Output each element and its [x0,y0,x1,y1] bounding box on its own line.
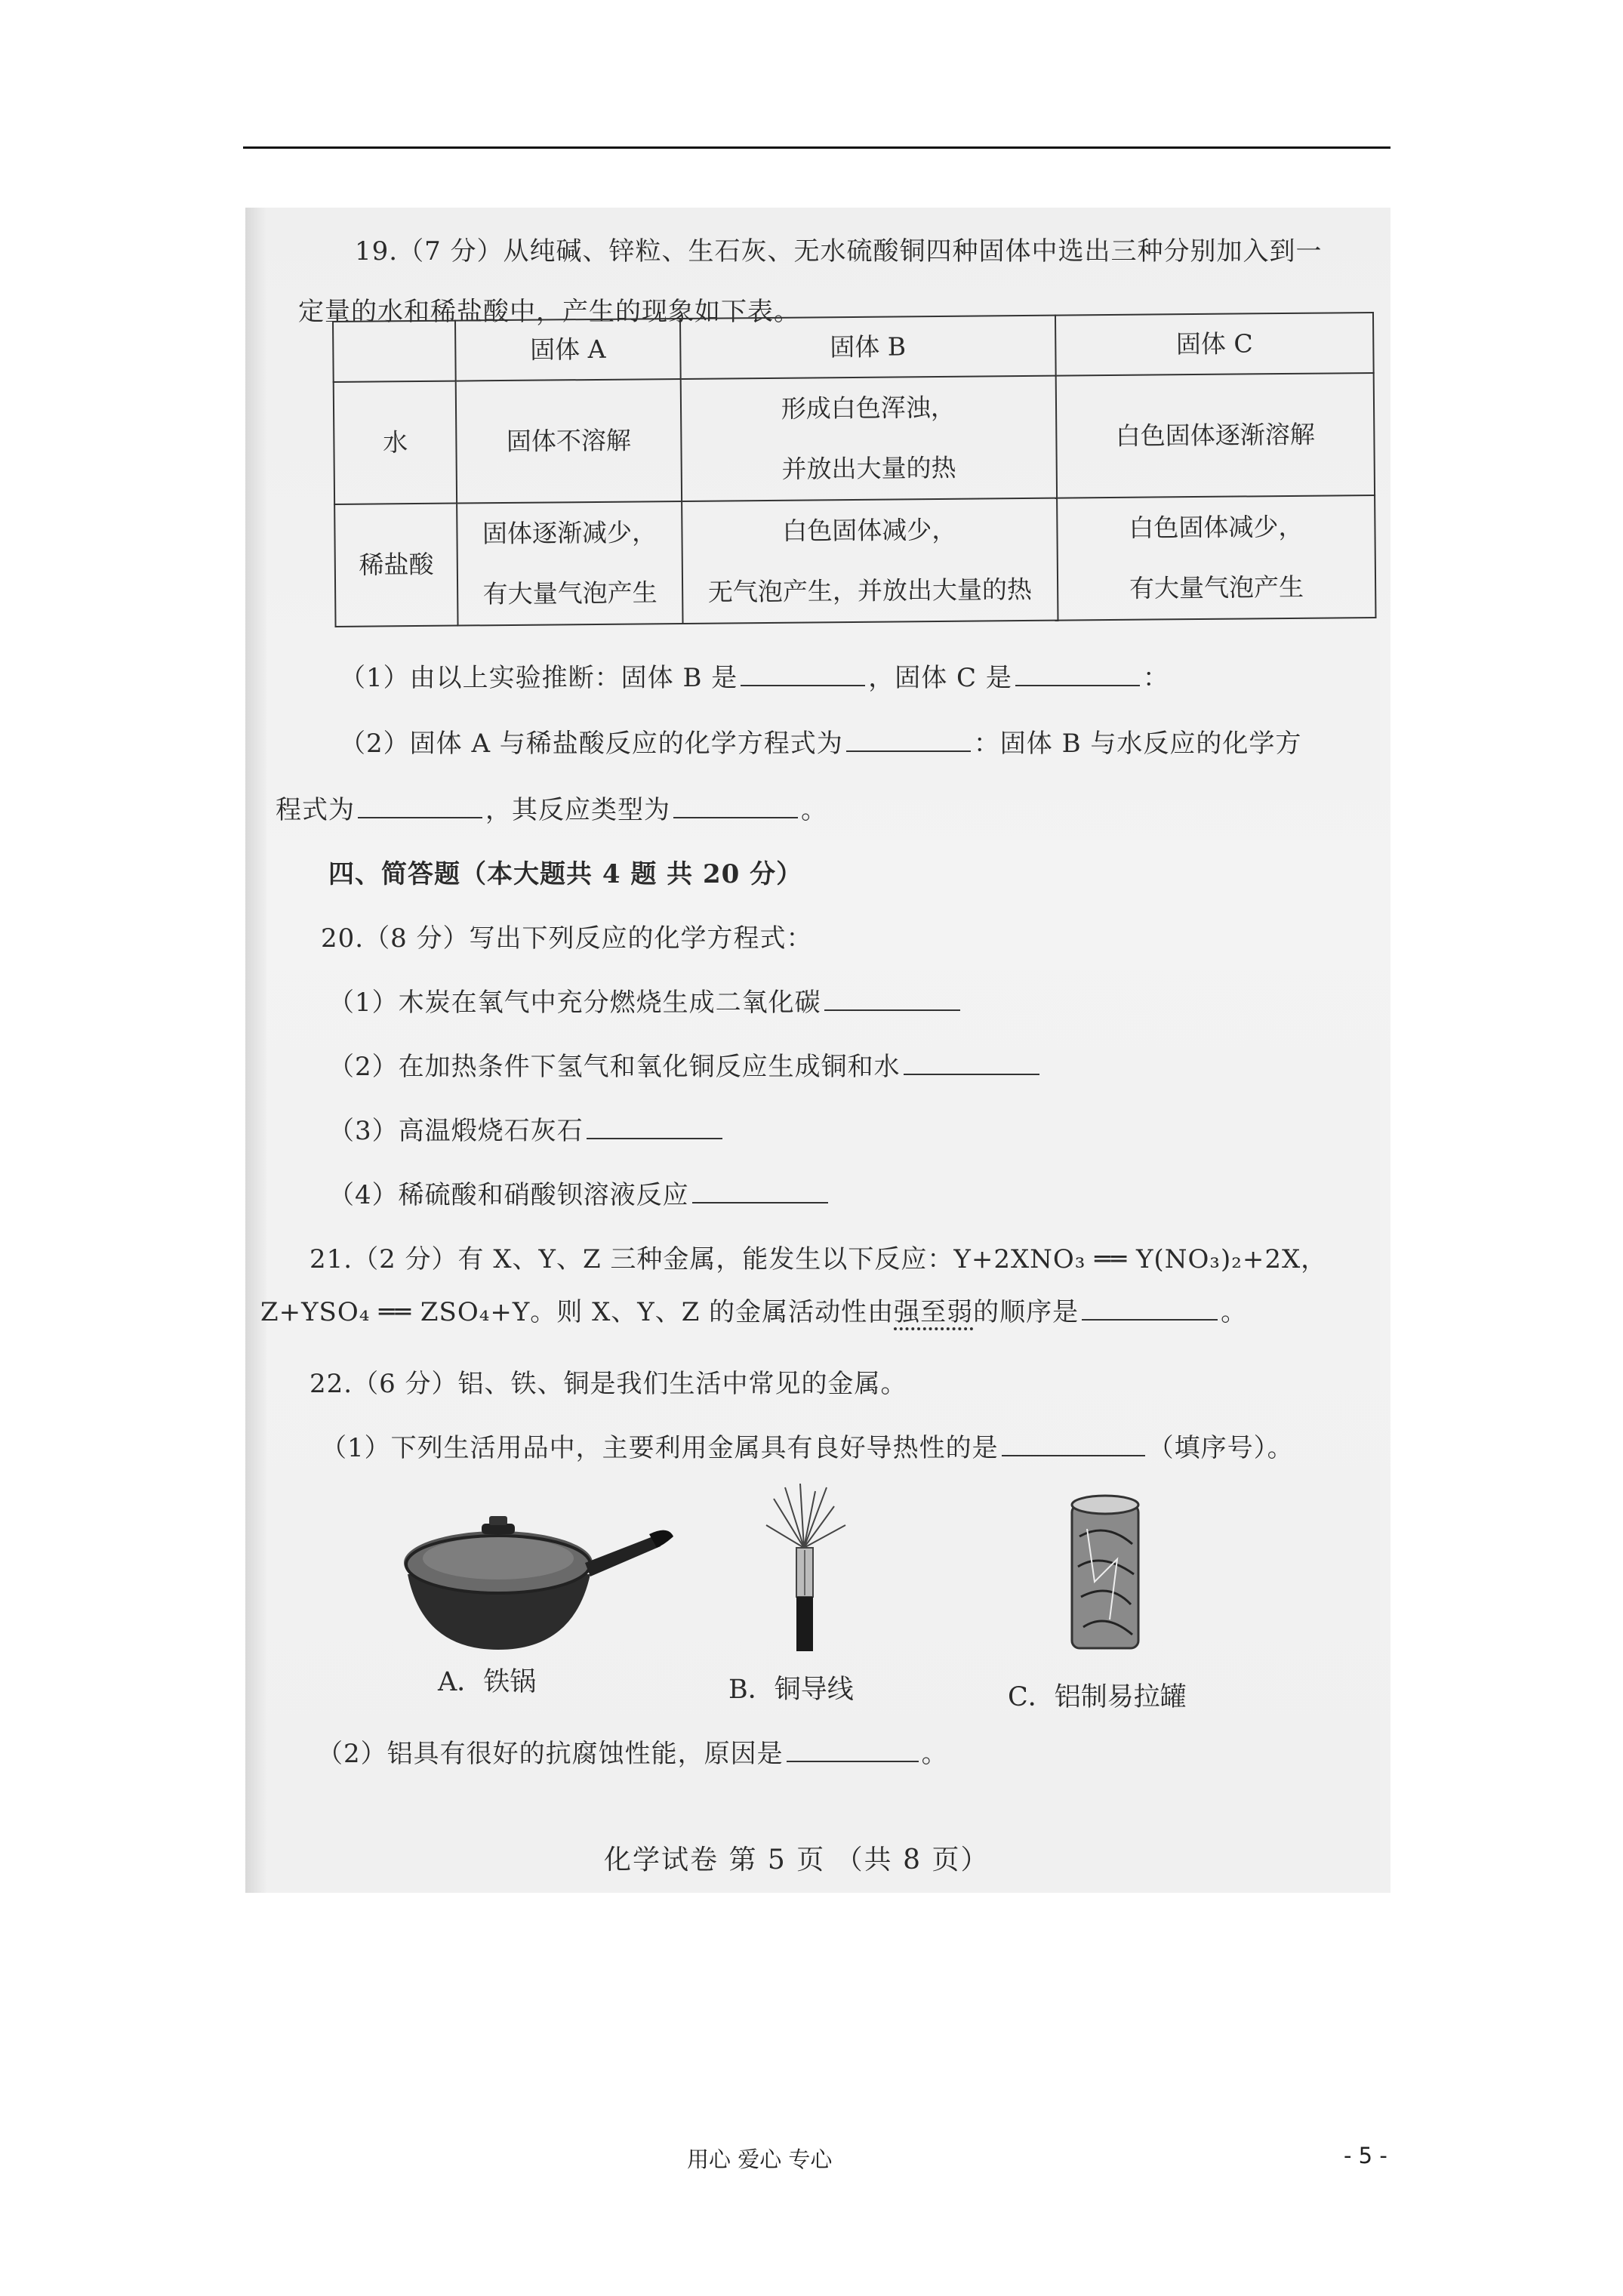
q20-item [328,982,963,1019]
cell-text: 有大量气泡产生 [482,578,658,609]
cell-text: 白色固体减少， [782,514,957,546]
answer-blank[interactable] [358,794,482,818]
q19-sub1 [340,657,1169,694]
row-label: 稀盐酸 [334,504,458,627]
text: ： [1142,663,1169,693]
text: 的顺序是 [973,1297,1079,1327]
answer-blank[interactable] [587,1115,722,1139]
answer-blank[interactable] [787,1738,919,1762]
text: （填序号）。 [1147,1433,1294,1463]
cell-text: 白色固体逐渐溶解 [1115,419,1315,451]
answer-blank[interactable] [1002,1432,1145,1456]
answer-blank[interactable] [692,1179,828,1203]
text: （1）下列生活用品中，主要利用金属具有良好导热性的是 [321,1433,999,1463]
answer-blank[interactable] [673,794,798,818]
scan-shadow [245,208,266,1893]
table-row [334,495,1375,627]
text: ，其反应类型为 [485,795,670,825]
q19-sub2-cont [276,789,827,826]
table-cell [1056,373,1375,498]
q19-sub2 [340,723,1301,760]
caption-c: C．铝制易拉罐 [1008,1682,1187,1712]
cell-text: 固体不溶解 [506,425,632,456]
caption-b: B．铜导线 [728,1675,854,1705]
text: （4）稀硫酸和硝酸钡溶液反应 [328,1180,689,1210]
q19-line2: 定量的水和稀盐酸中，产生的现象如下表。 [298,297,800,327]
emphasis-text: 强至弱 [894,1297,973,1330]
table-header-cell: 固体 C [1055,313,1374,376]
section-heading: 四、简答题（本大题共 4 题 共 20 分） [328,859,803,889]
q21-line2 [260,1291,1247,1328]
table-cell [682,498,1058,624]
answer-blank[interactable] [824,987,960,1011]
text: （2）固体 A 与稀盐酸反应的化学方程式为 [340,729,843,759]
text: （1）木炭在氧气中充分燃烧生成二氧化碳 [328,988,821,1018]
text: ：固体 B 与水反应的化学方 [973,729,1302,759]
answer-blank[interactable] [1015,662,1140,686]
q22-title: 22.（6 分）铝、铁、铜是我们生活中常见的金属。 [310,1369,907,1399]
copper-wire-image [759,1484,857,1653]
iron-wok-image [393,1495,694,1657]
header-rule [243,146,1390,149]
table-header-row [333,313,1374,382]
q22-sub1 [321,1427,1294,1464]
table-cell [1057,495,1375,621]
table-header-cell: 固体 A [455,319,680,381]
cell-text: 形成白色浑浊， [781,392,956,424]
text: 。 [921,1739,948,1769]
text: ，固体 C 是 [868,663,1012,693]
table-cell [457,501,683,626]
q20-item [328,1046,1042,1083]
answer-blank[interactable] [741,662,865,686]
cell-text: 固体逐渐减少， [482,517,658,549]
q22-sub2 [317,1733,948,1770]
scanned-exam-page [245,208,1390,1893]
text: （1）由以上实验推断：固体 B 是 [340,663,738,693]
text: Z+YSO₄ ══ ZSO₄+Y。则 X、Y、Z 的金属活动性由 [260,1297,895,1327]
footer-motto: 用心 爱心 专心 [687,2147,833,2172]
answer-blank[interactable] [904,1051,1039,1075]
observation-table [332,312,1376,627]
text: 。 [801,795,827,825]
cell-text: 无气泡产生，并放出大量的热 [707,574,1033,607]
table-row [334,373,1375,504]
text: 程式为 [276,795,355,825]
cell-text: 并放出大量的热 [781,452,956,484]
cell-text: 白色固体减少， [1129,511,1304,543]
q20-title: 20.（8 分）写出下列反应的化学方程式： [321,923,813,954]
exam-page-footer: 化学试卷 第 5 页 （共 8 页） [604,1845,990,1875]
cell-text: 有大量气泡产生 [1129,572,1304,603]
q19-line1: 19.（7 分）从纯碱、锌粒、生石灰、无水硫酸铜四种固体中选出三种分别加入到一 [355,236,1323,267]
row-label: 水 [334,381,457,504]
answer-blank[interactable] [846,728,971,752]
aluminum-can-image [1064,1491,1147,1653]
table-cell [456,379,682,504]
q21-line1: 21.（2 分）有 X、Y、Z 三种金属，能发生以下反应：Y+2XNO₃ ══ Y(NO₃)₂+2X， [310,1244,1328,1274]
text: （2）铝具有很好的抗腐蚀性能，原因是 [317,1739,784,1769]
q20-item [328,1174,831,1211]
text: （3）高温煅烧石灰石 [328,1116,584,1146]
table-cell [680,376,1057,501]
table-header-cell: 固体 B [680,316,1056,379]
page-number: - 5 - [1344,2143,1387,2168]
text: 。 [1221,1297,1248,1327]
text: （2）在加热条件下氢气和氧化铜反应生成铜和水 [328,1052,901,1082]
caption-a: A．铁锅 [438,1667,537,1697]
q20-item [328,1110,725,1147]
answer-blank[interactable] [1082,1296,1218,1321]
table-header-cell [333,321,456,382]
